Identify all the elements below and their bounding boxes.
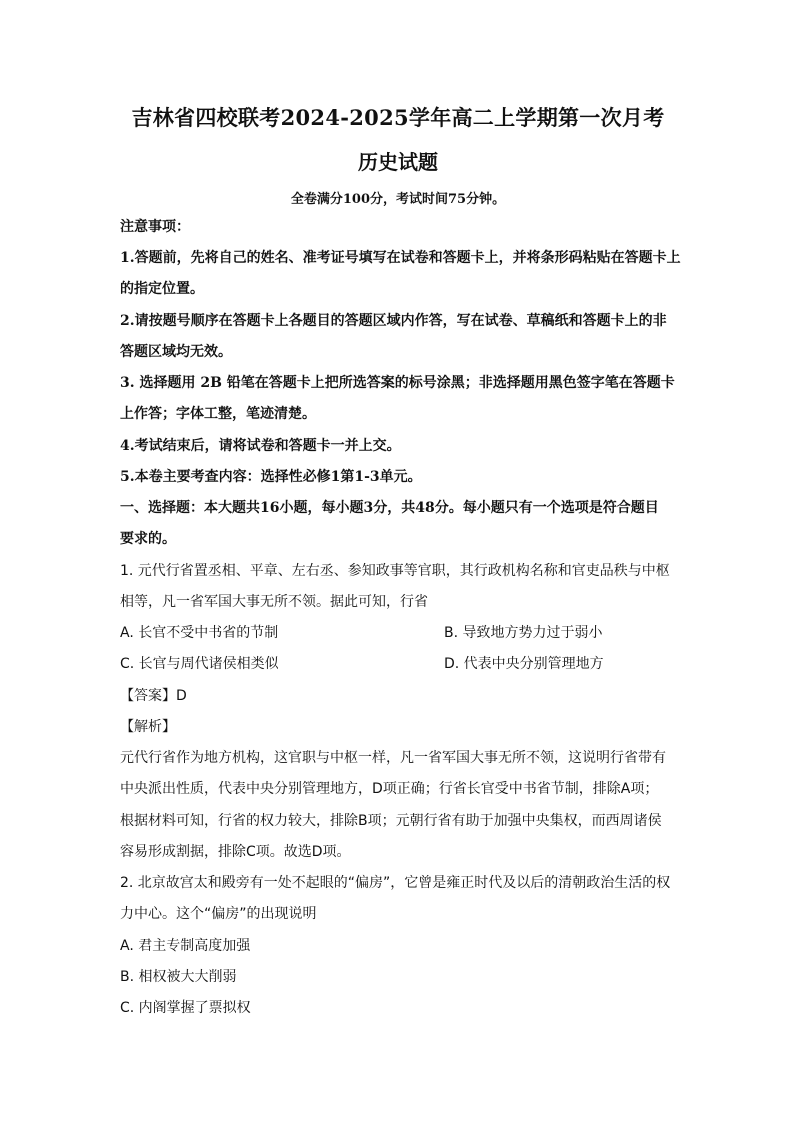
analysis-label: 【解析】	[120, 719, 176, 735]
question-stem: 相等，凡一省军国大事无所不领。据此可知，行省	[120, 594, 428, 610]
notice-heading: 注意事项：	[120, 219, 190, 235]
section-heading: 要求的。	[120, 531, 176, 547]
page-subtitle: 历史试题	[358, 150, 438, 174]
notice-line: 上作答；字体工整，笔迹清楚。	[120, 406, 316, 422]
notice-line: 2.请按题号顺序在答题卡上各题目的答题区域内作答，写在试卷、草稿纸和答题卡上的非	[120, 313, 667, 329]
question-stem: 1. 元代行省置丞相、平章、左右丞、参知政事等官职，其行政机构名称和官吏品秩与中枢	[120, 563, 670, 579]
notice-line: 4.考试结束后，请将试卷和答题卡一并上交。	[120, 438, 401, 454]
notice-line: 5.本卷主要考查内容：选择性必修1第1-3单元。	[120, 469, 422, 485]
option-b: B. 导致地方势力过于弱小	[444, 625, 603, 641]
option-c: C. 长官与周代诸侯相类似	[120, 656, 279, 672]
question-stem: 2. 北京故宫太和殿旁有一处不起眼的“偏房”，它曾是雍正时代及以后的清朝政治生活的权	[120, 875, 671, 891]
option-a: A. 君主专制高度加强	[120, 938, 251, 954]
notice-line: 3. 选择题用 2B 铅笔在答题卡上把所选答案的标号涂黑；非选择题用黑色签字笔在答题卡	[120, 375, 675, 391]
analysis-line: 中央派出性质，代表中央分别管理地方，D项正确；行省长官受中书省节制，排除A项；	[120, 781, 659, 797]
option-d: D. 代表中央分别管理地方	[444, 656, 604, 672]
section-heading: 一、选择题：本大题共16小题，每小题3分，共48分。每小题只有一个选项是符合题目	[120, 500, 659, 516]
question-stem: 力中心。这个“偏房”的出现说明	[120, 906, 317, 922]
analysis-line: 容易形成割据，排除C项。故选D项。	[120, 844, 351, 860]
notice-line: 1.答题前，先将自己的姓名、准考证号填写在试卷和答题卡上，并将条形码粘贴在答题卡上	[120, 250, 681, 266]
option-c: C. 内阁掌握了票拟权	[120, 1000, 251, 1016]
analysis-line: 元代行省作为地方机构，这官职与中枢一样，凡一省军国大事无所不领，这说明行省带有	[120, 750, 666, 766]
notice-line: 的指定位置。	[120, 281, 204, 297]
option-a: A. 长官不受中书省的节制	[120, 625, 279, 641]
analysis-line: 根据材料可知，行省的权力较大，排除B项；元朝行省有助于加强中央集权，而西周诸侯	[120, 813, 662, 829]
notice-line: 答题区域均无效。	[120, 344, 232, 360]
page-title: 吉林省四校联考2024-2025学年高二上学期第一次月考	[131, 105, 665, 130]
exam-meta: 全卷满分100分，考试时间75分钟。	[290, 192, 506, 207]
option-b: B. 相权被大大削弱	[120, 969, 237, 985]
answer-label: 【答案】D	[120, 688, 187, 704]
